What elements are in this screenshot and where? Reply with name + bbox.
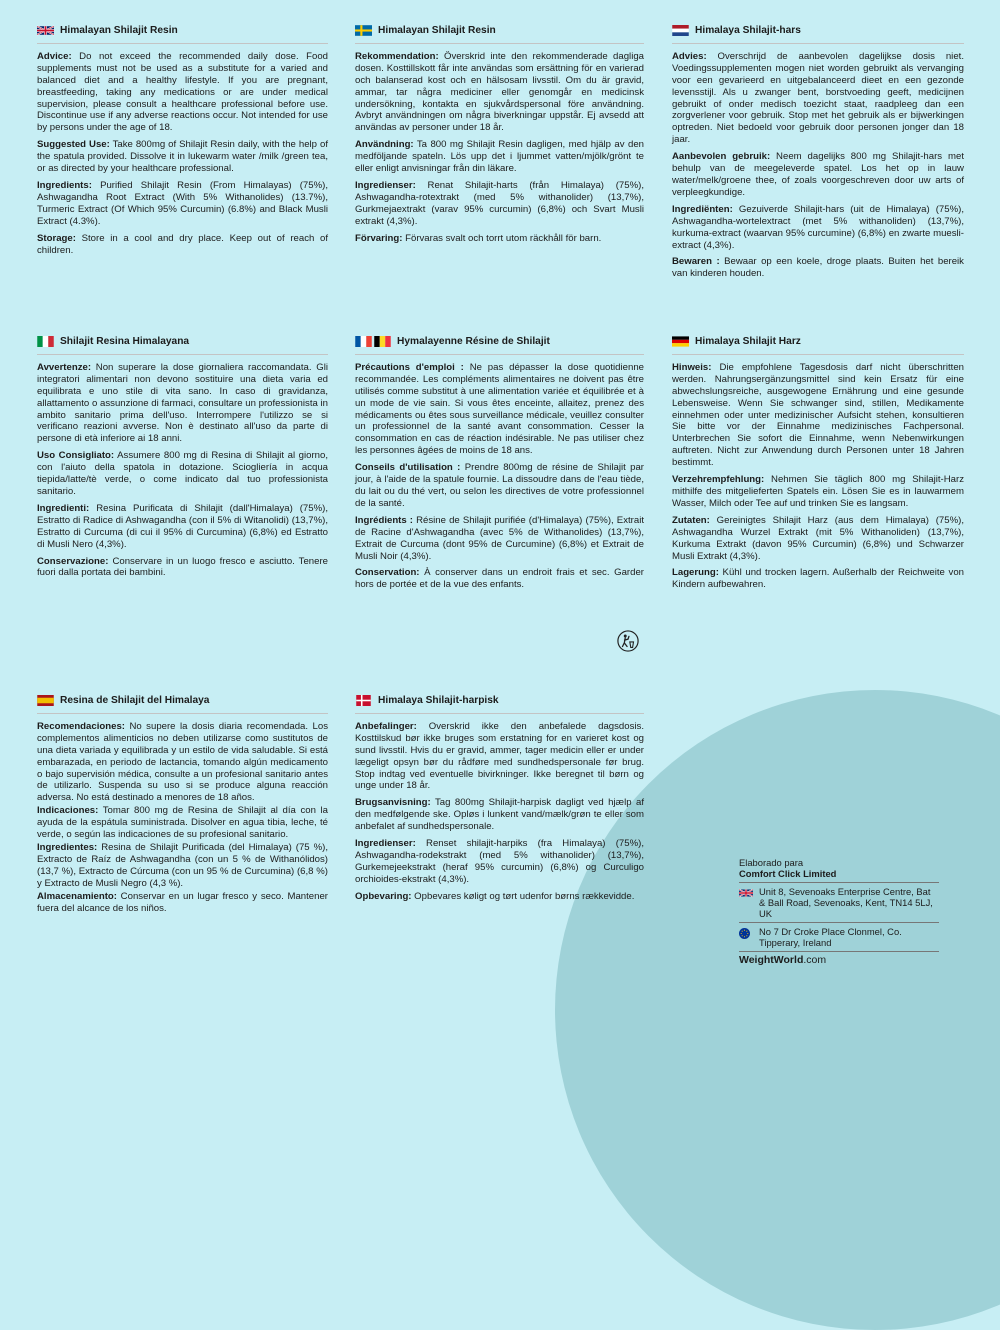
advice-paragraph: Recomendaciones: No supere la dosis diaria recomendada. Los complementos alimenticios no deben utilizarse como sustitutos de una dieta variada y equilibrada y un estilo de vida saludable. Si está embarazada, en periodo de lactancia, tomando algún medicamento o bajo supervisión médica, consulte a un profesional sanitario antes de utilizarlo. Suspenda su uso si se produce alguna reacción adversa. No está destinado a menores de 18 años.: [37, 720, 328, 804]
section-header: [37, 336, 328, 348]
made-for-label: Elaborado para: [739, 857, 804, 868]
ingredients-paragraph: Zutaten: Gereinigtes Shilajit Harz (aus dem Himalaya) (75%), Ashwagandha Wurzel Extrakt (mit 5% Withanoliden) (13,7%), Kurkuma Extrakt (davon 95% Curcumin) (6,8%) und Schwarzer Musli Extrakt (4,3%).: [672, 514, 964, 562]
advice-paragraph: Advies: Overschrijd de aanbevolen dagelijkse dosis niet. Voedingssupplementen mogen niet worden gebruikt als vervanging voor een gevarieerd en uitgebalanceerd dieet en een gezonde levensstijl. Als u zwanger bent, borstvoeding geeft, medicijnen gebruikt of onder medisch toezicht staat, raadpleeg dan een zorgverlener voor gebruik. Stop met het gebruik als er bijwerkingen optreden. Niet bedoeld voor gebruik door personen jonger dan 18 jaar.: [672, 50, 964, 146]
divider: [739, 951, 939, 952]
use-paragraph: Användning: Ta 800 mg Shilajit Resin dagligen, med hjälp av den medföljande spateln. Lös upp det i ljummet vatten/mjölk/grönt te eller enligt anvisningar från din läkare.: [355, 139, 644, 175]
section-header: [355, 336, 644, 348]
storage-paragraph: Almacenamiento: Conservar en un lugar fresco y seco. Mantener fuera del alcance de los niños.: [37, 890, 328, 914]
section-title: Himalaya Shilajit-harpisk: [378, 695, 499, 706]
use-paragraph: Verzehrempfehlung: Nehmen Sie täglich 800 mg Shilajit-Harz mithilfe des mitgelieferten Spatels ein. Lösen Sie es in lauwarmem Wasser, Milch oder Tee auf und trinken Sie es langsam.: [672, 474, 964, 509]
uk-address: Unit 8, Sevenoaks Enterprise Centre, Bat & Ball Road, Sevenoaks, Kent, TN14 5LJ, UK: [759, 886, 933, 919]
section-es: [37, 695, 328, 919]
divider: [739, 922, 939, 923]
section-en: [37, 25, 328, 261]
section-de: [672, 336, 964, 596]
use-paragraph: Aanbevolen gebruik: Neem dagelijks 800 mg Shilajit-hars met behulp van de meegeleverde spatel. Los het op in lauw water/melk/groene thee, of zoals voorgeschreven door uw arts of verpleegkundige.: [672, 151, 964, 198]
divider: [672, 354, 964, 355]
netherlands-flag-icon: [672, 25, 689, 36]
section-title: Himalayan Shilajit Resin: [378, 25, 496, 36]
manufacturer-info: [739, 857, 939, 966]
ingredients-paragraph: Ingredienti: Resina Purificata di Shilajit (dall'Himalaya) (75%), Estratto di Radice di Ashwagandha (con il 5% di Witanolidi) (13,7%), Estratto di Curcuma (di cui il 95% di Curcumina) (6,8%) ed Estratto di Musli Nero (4,3%).: [37, 502, 328, 550]
ingredients-paragraph: Ingrédients : Résine de Shilajit purifiée (d'Himalaya) (75%), Extrait de Racine d'Ashwagandha (avec 5% de Withanolides) (13,7%), Extrait de Curcuma (dont 95% de Curcumine) (6,8%) et Extrait de Musli Noir (4,3%).: [355, 514, 644, 562]
divider: [355, 354, 644, 355]
divider: [672, 43, 964, 44]
advice-paragraph: Advice: Do not exceed the recommended daily dose. Food supplements must not be used as a substitute for a varied and balanced diet and a healthy lifestyle. If you are pregnant, breastfeeding, taking any medications or are under medical supervision, please consult a healthcare professional before use. Discontinue use if any adverse reactions occur. Not intended for use by persons under the age of 18.: [37, 50, 328, 134]
eu-address-block: [739, 926, 939, 948]
ingredients-paragraph: Ingredients: Purified Shilajit Resin (From Himalayas) (75%), Ashwagandha Root Extract (With 5% Withanolides) (13.7%), Turmeric Extract (Of Which 95% Curcumin) (6.8%) and Black Musli Extract (4.3%).: [37, 179, 328, 227]
brand-logo: WeightWorld.com: [739, 954, 827, 966]
section-header: [672, 25, 964, 37]
section-da: [355, 695, 644, 908]
section-title: Resina de Shilajit del Himalaya: [60, 695, 210, 706]
section-header: [37, 695, 328, 707]
storage-paragraph: Conservazione: Conservare in un luogo fresco e asciutto. Tenere fuori dalla portata dei bambini.: [37, 555, 328, 579]
section-title: Himalaya Shilajit Harz: [695, 336, 801, 347]
section-title: Himalayan Shilajit Resin: [60, 25, 178, 36]
italy-flag-icon: [37, 336, 54, 347]
advice-paragraph: Précautions d'emploi : Ne pas dépasser la dose quotidienne recommandée. Les compléments alimentaires ne doivent pas être utilisés comme substitut à une alimentation variée et équilibrée et à un mode de vie sain. Si vous êtes enceinte, allaitez, prenez des médicaments ou êtes sous surveillance médicale, veuillez consulter un professionnel de la santé avant consommation. Cesser la consommation en cas de réaction indésirable. Ne pas utiliser chez les personnes âgées de moins de 18 ans.: [355, 361, 644, 457]
uk-flag-icon: [37, 25, 54, 36]
divider: [37, 713, 328, 714]
eu-address: No 7 Dr Croke Place Clonmel, Co. Tipperary, Ireland: [759, 926, 902, 948]
divider: [37, 43, 328, 44]
section-title: Himalaya Shilajit-hars: [695, 25, 801, 36]
company-name: Comfort Click Limited: [739, 868, 837, 879]
denmark-flag-icon: [355, 695, 372, 706]
advice-paragraph: Avvertenze: Non superare la dose giornaliera raccomandata. Gli integratori alimentari non devono sostituire una dieta varia ed equilibrata e uno stile di vita sano. In caso di gravidanza, allattamento o assunzione di farmaci, consultare un professionista in ambito sanitario prima dell'uso. Interrompere l'utilizzo se si verificano reazioni avverse. Non è destinato all'uso da parte di persone di età inferiore ai 18 anni.: [37, 361, 328, 445]
advice-paragraph: Hinweis: Die empfohlene Tagesdosis darf nicht überschritten werden. Nahrungsergänzungsmittel sind kein Ersatz für eine abwechslungsreiche, ausgewogene Ernährung und eine gesunde Lebensweise. Wenn Sie schwanger sind, stillen, Medikamente einnehmen oder unter medizinischer Aufsicht stehen, konsultieren Sie bitte vor der Einnahme medizinisches Fachpersonal. Unterbrechen Sie sofort die Einnahme, wenn Nebenwirkungen auftreten. Nicht zur Anwendung durch Personen unter 18 Jahren bestimmt.: [672, 361, 964, 469]
storage-paragraph: Storage: Store in a cool and dry place. Keep out of reach of children.: [37, 232, 328, 256]
section-fr: [355, 336, 644, 596]
section-header: [355, 25, 644, 37]
use-paragraph: Brugsanvisning: Tag 800mg Shilajit-harpisk dagligt ved hjælp af den medfølgende ske. Opløs i lunkent vand/mælk/grøn te eller som anbefalet af sundhedspersonale.: [355, 797, 644, 833]
section-header: [37, 25, 328, 37]
use-paragraph: Indicaciones: Tomar 800 mg de Resina de Shilajit al día con la ayuda de la espátula suministrada. Disolver en agua tibia, leche, té verde, o según las indicaciones de su profesional sanitario.: [37, 805, 328, 841]
tidyman-recycle-icon: [617, 630, 639, 652]
section-header: [672, 336, 964, 348]
storage-paragraph: Conservation: À conserver dans un endroit frais et sec. Garder hors de portée et de la vue des enfants.: [355, 567, 644, 591]
use-paragraph: Conseils d'utilisation : Prendre 800mg de résine de Shilajit par jour, à l'aide de la spatule fournie. La dissoudre dans de l'eau tiède, du lait ou du thé vert, ou selon les directives de votre professionnel de la santé.: [355, 462, 644, 509]
storage-paragraph: Förvaring: Förvaras svalt och torrt utom räckhåll för barn.: [355, 232, 602, 244]
section-title: Shilajit Resina Himalayana: [60, 336, 190, 347]
divider: [355, 713, 644, 714]
uk-address-block: [739, 886, 939, 919]
germany-flag-icon: [672, 336, 689, 347]
divider: [739, 882, 939, 883]
belgium-flag-icon: [374, 336, 391, 347]
storage-paragraph: Opbevaring: Opbevares køligt og tørt udenfor børns rækkevidde.: [355, 890, 635, 902]
uk-flag-icon: [739, 888, 753, 898]
ingredients-paragraph: Ingredienser: Renset shilajit-harpiks (fra Himalaya) (75%), Ashwagandha-rodekstrakt (med 5% withanolider) (13,7%), Gurkemejeekstrakt (heraf 95% curcumin) (6,8%) og Curculigo orchioides-ekstrakt (4,3%).: [355, 838, 644, 885]
advice-paragraph: Anbefalinger: Overskrid ikke den anbefalede dagsdosis. Kosttilskud bør ikke bruges som erstatning for en varieret kost og sund livsstil. Hvis du er gravid, ammer, tager medicin eller er under lægeligt opsyn bør du rådføre med sundhedspersonale før brug. Stop indtag ved eventuelle bivirkninger. Ikke beregnet til børn og unge under 18 år.: [355, 720, 644, 792]
section-title: Hymalayenne Résine de Shilajit: [397, 336, 550, 347]
storage-paragraph: Lagerung: Kühl und trocken lagern. Außerhalb der Reichweite von Kindern aufbewahren.: [672, 567, 964, 591]
section-nl: [672, 25, 964, 285]
section-header: [355, 695, 644, 707]
divider: [355, 43, 644, 44]
storage-paragraph: Bewaren : Bewaar op een koele, droge plaats. Buiten het bereik van kinderen houden.: [672, 256, 964, 280]
section-it: [37, 336, 328, 584]
ingredients-paragraph: Ingredienser: Renat Shilajit-harts (från Himalaya) (75%), Ashwagandha-rotextrakt (med 5% withanolider) (13,7%), Gurkmejaextrakt (varav 95% curcumin) (6,8%) och Svart Musli extrakt (4,3%).: [355, 179, 644, 227]
section-sv: [355, 25, 644, 250]
spain-flag-icon: [37, 695, 54, 706]
sweden-flag-icon: [355, 25, 372, 36]
france-flag-icon: [355, 336, 372, 347]
use-paragraph: Suggested Use: Take 800mg of Shilajit Resin daily, with the help of the spatula provided. Dissolve it in lukewarm water /milk /green tea, or as directed by your healthcare professional.: [37, 139, 328, 175]
eu-flag-icon: [739, 928, 750, 939]
ingredients-paragraph: Ingrediënten: Gezuiverde Shilajit-hars (uit de Himalaya) (75%), Ashwagandha-wortelextract (met 5% withanoliden) (13,7%), kurkuma-extract (waarvan 95% curcumine) (6,8%) en zwarte muesli-extract (4,3%).: [672, 203, 964, 251]
ingredients-paragraph: Ingredientes: Resina de Shilajit Purificada (del Himalaya) (75 %), Extracto de Raíz de Ashwagandha (con un 5 % de Withanólidos) (13,7 %), Extracto de Cúrcuma (con un 95 % de Curcumina) (6,8 %) y Extracto de Musli Negro (4,3 %).: [37, 841, 328, 889]
advice-paragraph: Rekommendation: Överskrid inte den rekommenderade dagliga dosen. Kosttillskott får inte användas som ersättning för en varierad och balanserad kost och en hälsosam livsstil. Om du är gravid, ammar, tar några mediciner eller genomgår en medicinsk undersökning, kontakta en sjukvårdspersonal före användning. Avbryt användningen om några biverkningar uppstår. Ej avsedd att användas av personer under 18 år.: [355, 50, 644, 134]
use-paragraph: Uso Consigliato: Assumere 800 mg di Resina di Shilajit al giorno, con l'aiuto della spatola in dotazione. Sciogliería in acqua tiepida/latte/tè verde, o come indicato dal tuo professionista sanitario.: [37, 450, 329, 497]
divider: [37, 354, 328, 355]
